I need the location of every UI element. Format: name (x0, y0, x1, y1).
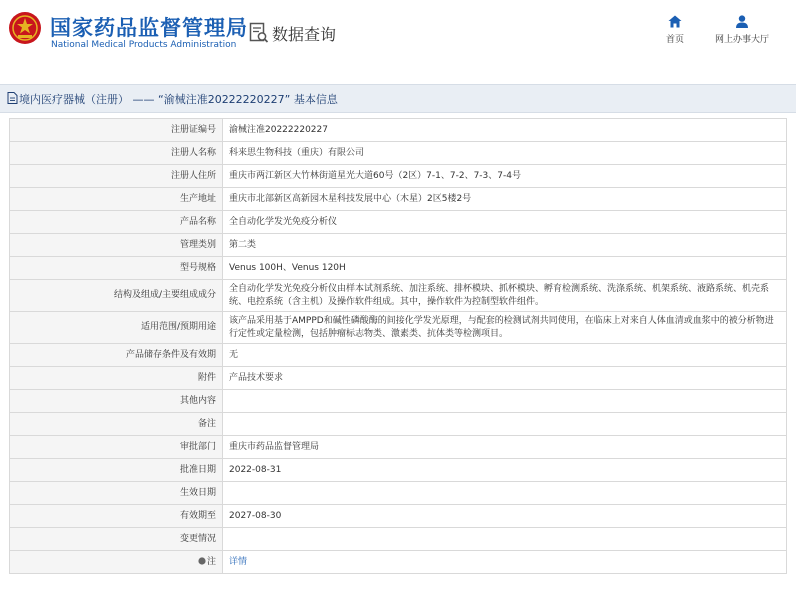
table-row (10, 257, 787, 280)
table-row (10, 165, 787, 188)
field-label: 型号规格 (10, 257, 223, 280)
note-label: 注 (206, 556, 216, 567)
field-label: 注册证编号 (10, 119, 223, 142)
field-value: 全自动化学发光免疫分析仪由样本试剂系统、加注系统、排杯模块、抓杯模块、孵育检测系统、洗涤系统、机架系统、液路系统、机壳系统、电控系统（含主机）及操作软件组成。其中，操作软件为控制型软件组件。 (223, 280, 787, 312)
table-row (10, 459, 787, 482)
table-row (10, 312, 787, 344)
field-value (223, 413, 787, 436)
field-label: 变更情况 (10, 528, 223, 551)
table-row (10, 482, 787, 505)
record-title-bar (0, 84, 796, 113)
field-label: 注册人住所 (10, 165, 223, 188)
field-value (223, 528, 787, 551)
star-icon (198, 557, 206, 565)
table-row (10, 280, 787, 312)
table-row (10, 344, 787, 367)
record-title: 境内医疗器械（注册） —— “渝械注准20222220227” 基本信息 (19, 93, 338, 106)
field-label: 生产地址 (10, 188, 223, 211)
home-icon (668, 15, 682, 28)
field-label: 有效期至 (10, 505, 223, 528)
field-value: 渝械注准20222220227 (223, 119, 787, 142)
field-value: 科来思生物科技（重庆）有限公司 (223, 142, 787, 165)
field-value: 该产品采用基于AMPPD和碱性磷酸酶的间接化学发光原理，与配套的检测试剂共同使用，在临床上对来自人体血清或血浆中的被分析物进行定性或定量检测，包括肿瘤标志物类、激素类、抗体类等检测项目。 (223, 312, 787, 344)
field-label: 其他内容 (10, 390, 223, 413)
field-label: 适用范围/预期用途 (10, 312, 223, 344)
table-row (10, 505, 787, 528)
field-value: 2027-08-30 (223, 505, 787, 528)
field-value (223, 482, 787, 505)
table-row (10, 528, 787, 551)
field-label: 管理类别 (10, 234, 223, 257)
table-row (10, 413, 787, 436)
brand-name-cn[interactable]: 国家药品监督管理局 (50, 16, 248, 40)
nav-home[interactable] (660, 15, 690, 45)
field-value-note (223, 551, 787, 574)
field-label: 注册人名称 (10, 142, 223, 165)
field-value: Venus 100H、Venus 120H (223, 257, 787, 280)
data-query-label[interactable]: 数据查询 (272, 25, 337, 44)
field-value (223, 390, 787, 413)
table-row (10, 367, 787, 390)
table-row (10, 142, 787, 165)
field-label: 产品储存条件及有效期 (10, 344, 223, 367)
field-value: 2022-08-31 (223, 459, 787, 482)
site-header (0, 0, 796, 66)
field-label: 附件 (10, 367, 223, 390)
data-query-icon (249, 22, 269, 44)
emblem-logo-icon (8, 11, 42, 45)
nav-online-hall-label: 网上办事大厅 (714, 35, 769, 45)
user-icon (735, 15, 749, 28)
registration-info-table (9, 118, 787, 574)
table-row (10, 436, 787, 459)
table-row (10, 211, 787, 234)
field-label: 生效日期 (10, 482, 223, 505)
table-row (10, 119, 787, 142)
field-label: 批准日期 (10, 459, 223, 482)
field-label: 产品名称 (10, 211, 223, 234)
field-value: 产品技术要求 (223, 367, 787, 390)
field-value: 全自动化学发光免疫分析仪 (223, 211, 787, 234)
field-value: 第二类 (223, 234, 787, 257)
field-label: 审批部门 (10, 436, 223, 459)
brand-name-en[interactable]: National Medical Products Administration (51, 40, 237, 50)
field-value: 重庆市两江新区大竹林街道星光大道60号（2区）7-1、7-2、7-3、7-4号 (223, 165, 787, 188)
nav-online-hall[interactable] (708, 15, 776, 45)
field-label: 结构及组成/主要组成成分 (10, 280, 223, 312)
table-row (10, 551, 787, 574)
detail-link[interactable]: 详情 (229, 556, 248, 567)
field-label: 备注 (10, 413, 223, 436)
field-label-note (10, 551, 223, 574)
field-value: 重庆市北部新区高新园木星科技发展中心（木星）2区5楼2号 (223, 188, 787, 211)
table-row (10, 188, 787, 211)
nav-home-label: 首页 (665, 35, 684, 45)
field-value: 无 (223, 344, 787, 367)
document-icon (7, 92, 18, 104)
table-row (10, 390, 787, 413)
table-row (10, 234, 787, 257)
field-value: 重庆市药品监督管理局 (223, 436, 787, 459)
